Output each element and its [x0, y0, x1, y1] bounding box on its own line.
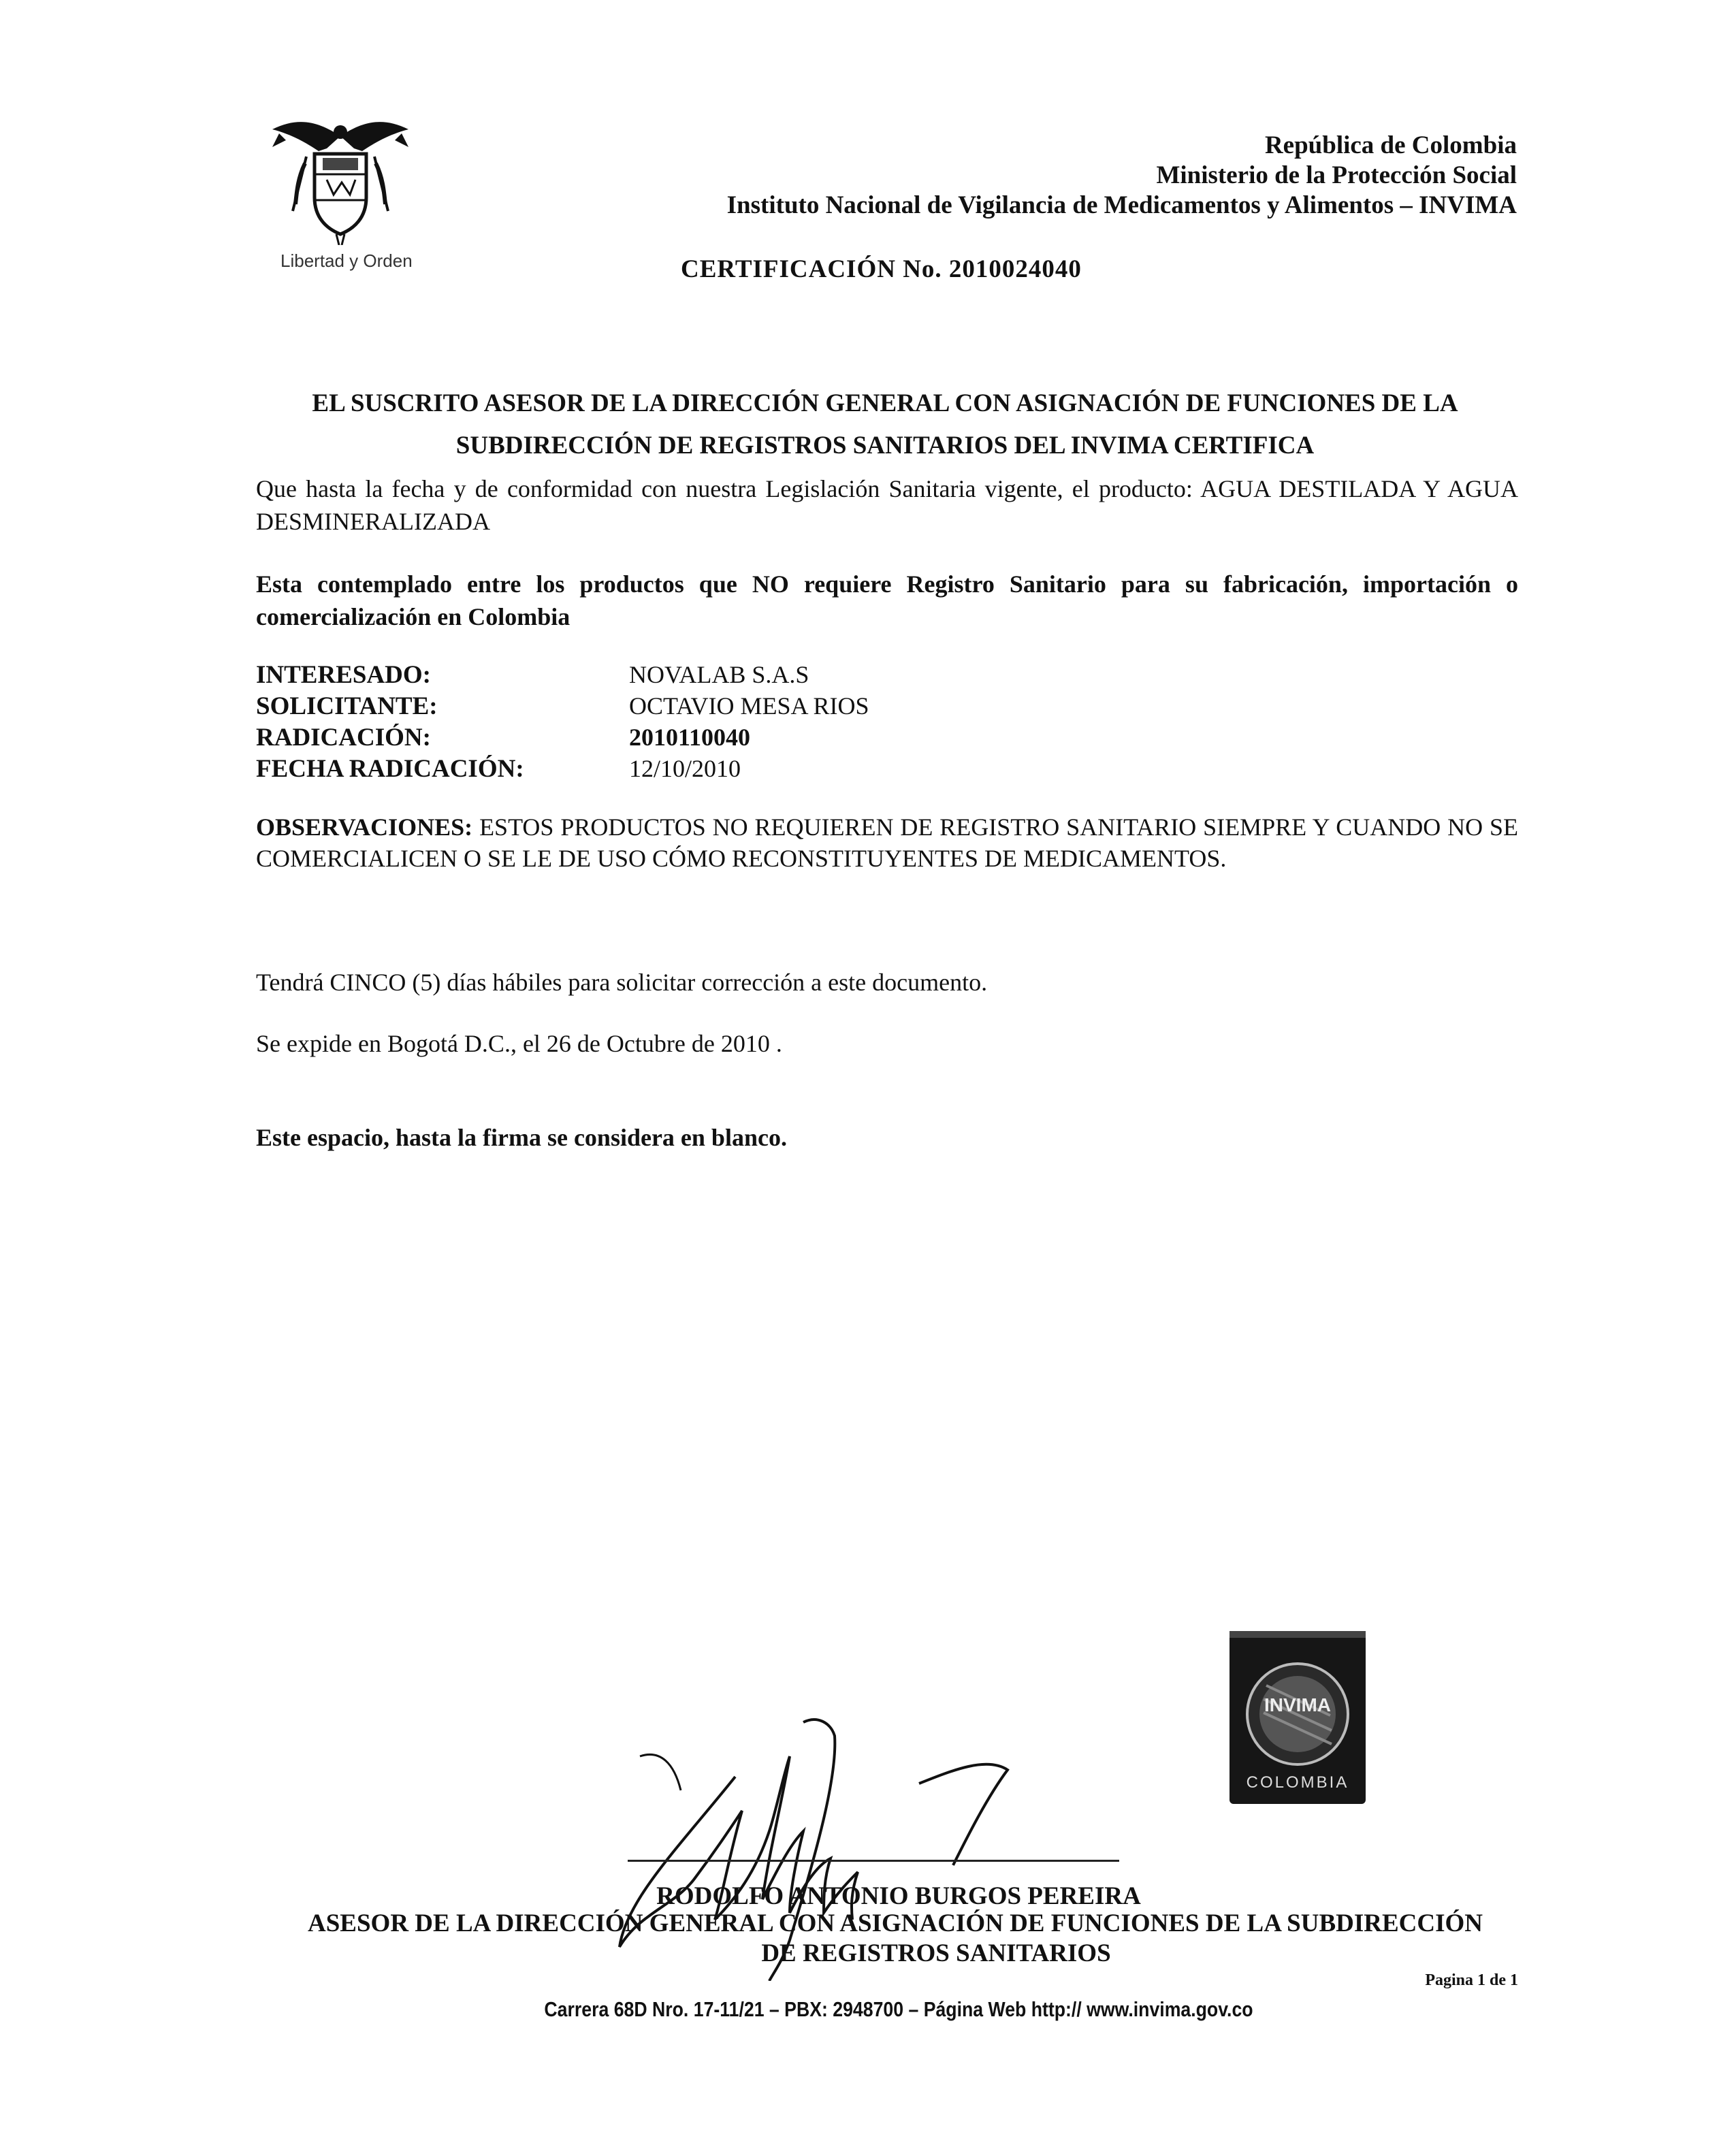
field-value-fecha-radicacion: 12/10/2010 [629, 755, 741, 782]
header-ministry: Ministerio de la Protección Social [1156, 161, 1517, 189]
field-label-radicacion: RADICACIÓN: [256, 724, 431, 752]
intro-paragraph: Que hasta la fecha y de conformidad con nuestra Legislación Sanitaria vigente, el producto: AGUA DESTILADA Y AGUA DESMINERALIZADA [256, 475, 1518, 535]
invima-seal [1229, 1631, 1366, 1804]
observations-label: OBSERVACIONES: [256, 813, 473, 841]
correction-notice: Tendrá CINCO (5) días hábiles para solicitar corrección a este documento. [256, 969, 988, 996]
invima-seal-icon [1229, 1631, 1366, 1804]
title-line-1: EL SUSCRITO ASESOR DE LA DIRECCIÓN GENERAL CON ASIGNACIÓN DE FUNCIONES DE LA [312, 389, 1458, 417]
title-line-2: SUBDIRECCIÓN DE REGISTROS SANITARIOS DEL INVIMA CERTIFICA [455, 432, 1315, 459]
field-value-interesado: NOVALAB S.A.S [629, 661, 809, 688]
footer-contact: Carrera 68D Nro. 17-11/21 – PBX: 2948700 – Página Web http:// www.invima.gov.co [544, 1997, 1253, 2021]
signer-role-line-1: ASESOR DE LA DIRECCIÓN GENERAL CON ASIGNACIÓN DE FUNCIONES DE LA SUBDIRECCIÓN [308, 1909, 1483, 1937]
coat-of-arms-icon [266, 109, 415, 245]
signer-name: RODOLFO ANTONIO BURGOS PEREIRA [656, 1882, 1141, 1910]
field-label-fecha-radicacion: FECHA RADICACIÓN: [256, 755, 524, 783]
field-label-interesado: INTERESADO: [256, 661, 431, 689]
issue-statement: Se expide en Bogotá D.C., el 26 de Octubre de 2010 . [256, 1030, 782, 1057]
observations-paragraph [256, 811, 1518, 874]
document-title [245, 383, 1525, 467]
seal-bottom-text: COLOMBIA [1246, 1773, 1349, 1792]
field-label-solicitante: SOLICITANTE: [256, 692, 438, 720]
field-value-solicitante: OCTAVIO MESA RIOS [629, 692, 869, 720]
signer-role-line-2: DE REGISTROS SANITARIOS [761, 1939, 1111, 1967]
header-republic: República de Colombia [1264, 131, 1517, 159]
header-institute: Instituto Nacional de Vigilancia de Medicamentos y Alimentos – INVIMA [726, 191, 1517, 219]
signer-role [259, 1909, 1532, 1969]
statement-paragraph: Esta contemplado entre los productos que NO requiere Registro Sanitario para su fabricación, importación o comercialización en Colombia [256, 570, 1518, 630]
coat-of-arms-motto: Libertad y Orden [280, 251, 413, 271]
field-value-radicacion: 2010110040 [629, 724, 751, 751]
seal-top-text: INVIMA [1264, 1694, 1331, 1715]
observations-text: ESTOS PRODUCTOS NO REQUIEREN DE REGISTRO SANITARIO SIEMPRE Y CUANDO NO SE COMERCIALICEN O SE LE DE USO CÓMO RECONSTITUYENTES DE MEDICAMENTOS. [256, 813, 1519, 872]
signature-line [628, 1860, 1119, 1862]
blank-space-notice: Este espacio, hasta la firma se considera en blanco. [256, 1124, 787, 1151]
page-number: Pagina 1 de 1 [1425, 1971, 1518, 1989]
certification-number: CERTIFICACIÓN No. 2010024040 [681, 255, 1082, 283]
